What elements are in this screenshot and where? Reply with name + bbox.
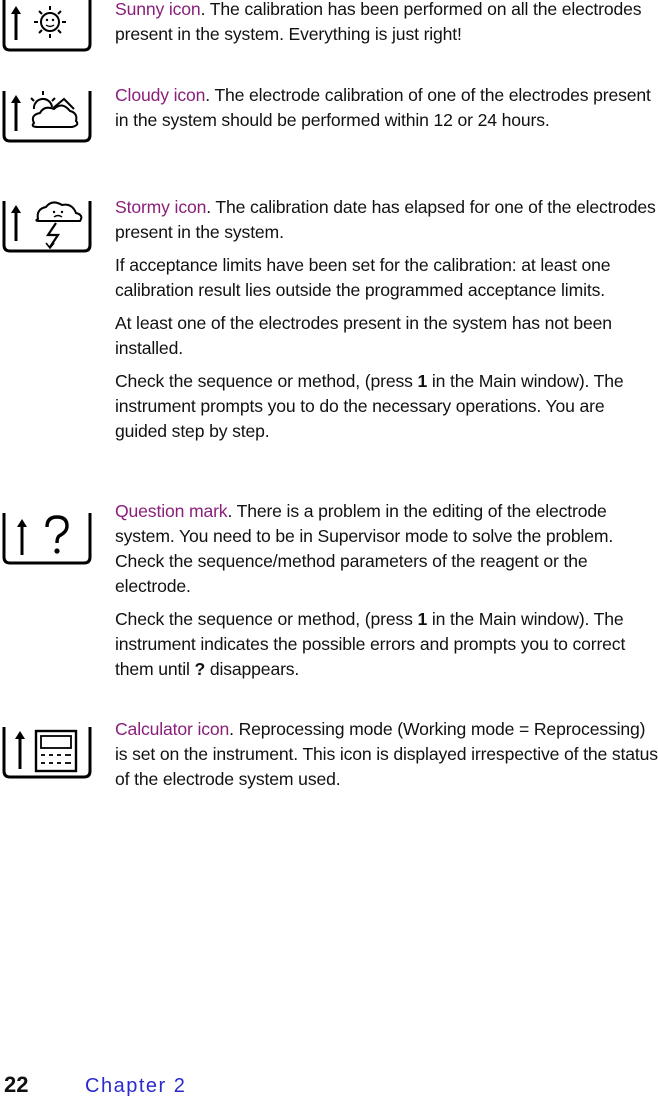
icon-term: Stormy icon: [115, 197, 207, 217]
question-mark-icon: [0, 505, 92, 567]
entry-paragraph: [115, 607, 658, 682]
entry-paragraph: [115, 311, 658, 361]
text-run: disappears.: [205, 659, 300, 679]
entry-paragraph: [115, 253, 658, 303]
icon-term: Question mark: [115, 501, 228, 521]
entry-text: [115, 499, 658, 690]
cloudy-icon: [0, 83, 92, 145]
entry-paragraph: [115, 83, 658, 133]
text-run: Check the sequence or method, (press: [115, 609, 418, 629]
text-run: At least one of the electrodes present in the system has not been installed.: [115, 313, 612, 358]
page-number: 22: [4, 1072, 29, 1097]
bold-key: ?: [194, 659, 206, 679]
icon-term: Calculator icon: [115, 719, 230, 739]
chapter-label: Chapter 2: [85, 1075, 187, 1097]
entry-text: [115, 717, 658, 800]
text-run: in the Main window). The instrument indicates the possible errors and prompts you to correct them until: [115, 609, 626, 679]
text-run: Check the sequence or method, (press: [115, 371, 418, 391]
sunny-icon: [0, 0, 92, 54]
entry-text: [115, 195, 658, 452]
entry-paragraph: [115, 195, 658, 245]
text-run: . The electrode calibration of one of the electrodes present in the system should be performed within 12 or 24 hours.: [115, 85, 651, 130]
text-run: If acceptance limits have been set for the calibration: at least one calibration result lies outside the programmed acceptance limits.: [115, 255, 611, 300]
icon-term: Sunny icon: [115, 0, 201, 19]
calculator-icon: [0, 719, 92, 781]
entry-paragraph: [115, 717, 658, 792]
text-run: in the Main window). The instrument prompts you to do the necessary operations. You are guided step by step.: [115, 371, 624, 441]
text-run: . The calibration date has elapsed for one of the electrodes present in the system.: [115, 197, 656, 242]
entry-text: [115, 83, 658, 141]
entry-paragraph: [115, 499, 658, 599]
entry-paragraph: [115, 369, 658, 444]
icon-term: Cloudy icon: [115, 85, 206, 105]
entry-text: [115, 0, 658, 55]
bold-key: 1: [417, 609, 428, 629]
stormy-icon: [0, 193, 92, 255]
text-run: . There is a problem in the editing of the electrode system. You need to be in Supervisor mode to solve the problem. Check the sequence/method parameters of the reagent or the electrode.: [115, 501, 614, 596]
text-run: . The calibration has been performed on all the electrodes present in the system. Everything is just right!: [115, 0, 642, 44]
entry-paragraph: [115, 0, 658, 47]
text-run: . Reprocessing mode (Working mode = Reprocessing) is set on the instrument. This icon is displayed irrespective of the status of the electrode system used.: [115, 719, 658, 789]
bold-key: 1: [417, 371, 428, 391]
